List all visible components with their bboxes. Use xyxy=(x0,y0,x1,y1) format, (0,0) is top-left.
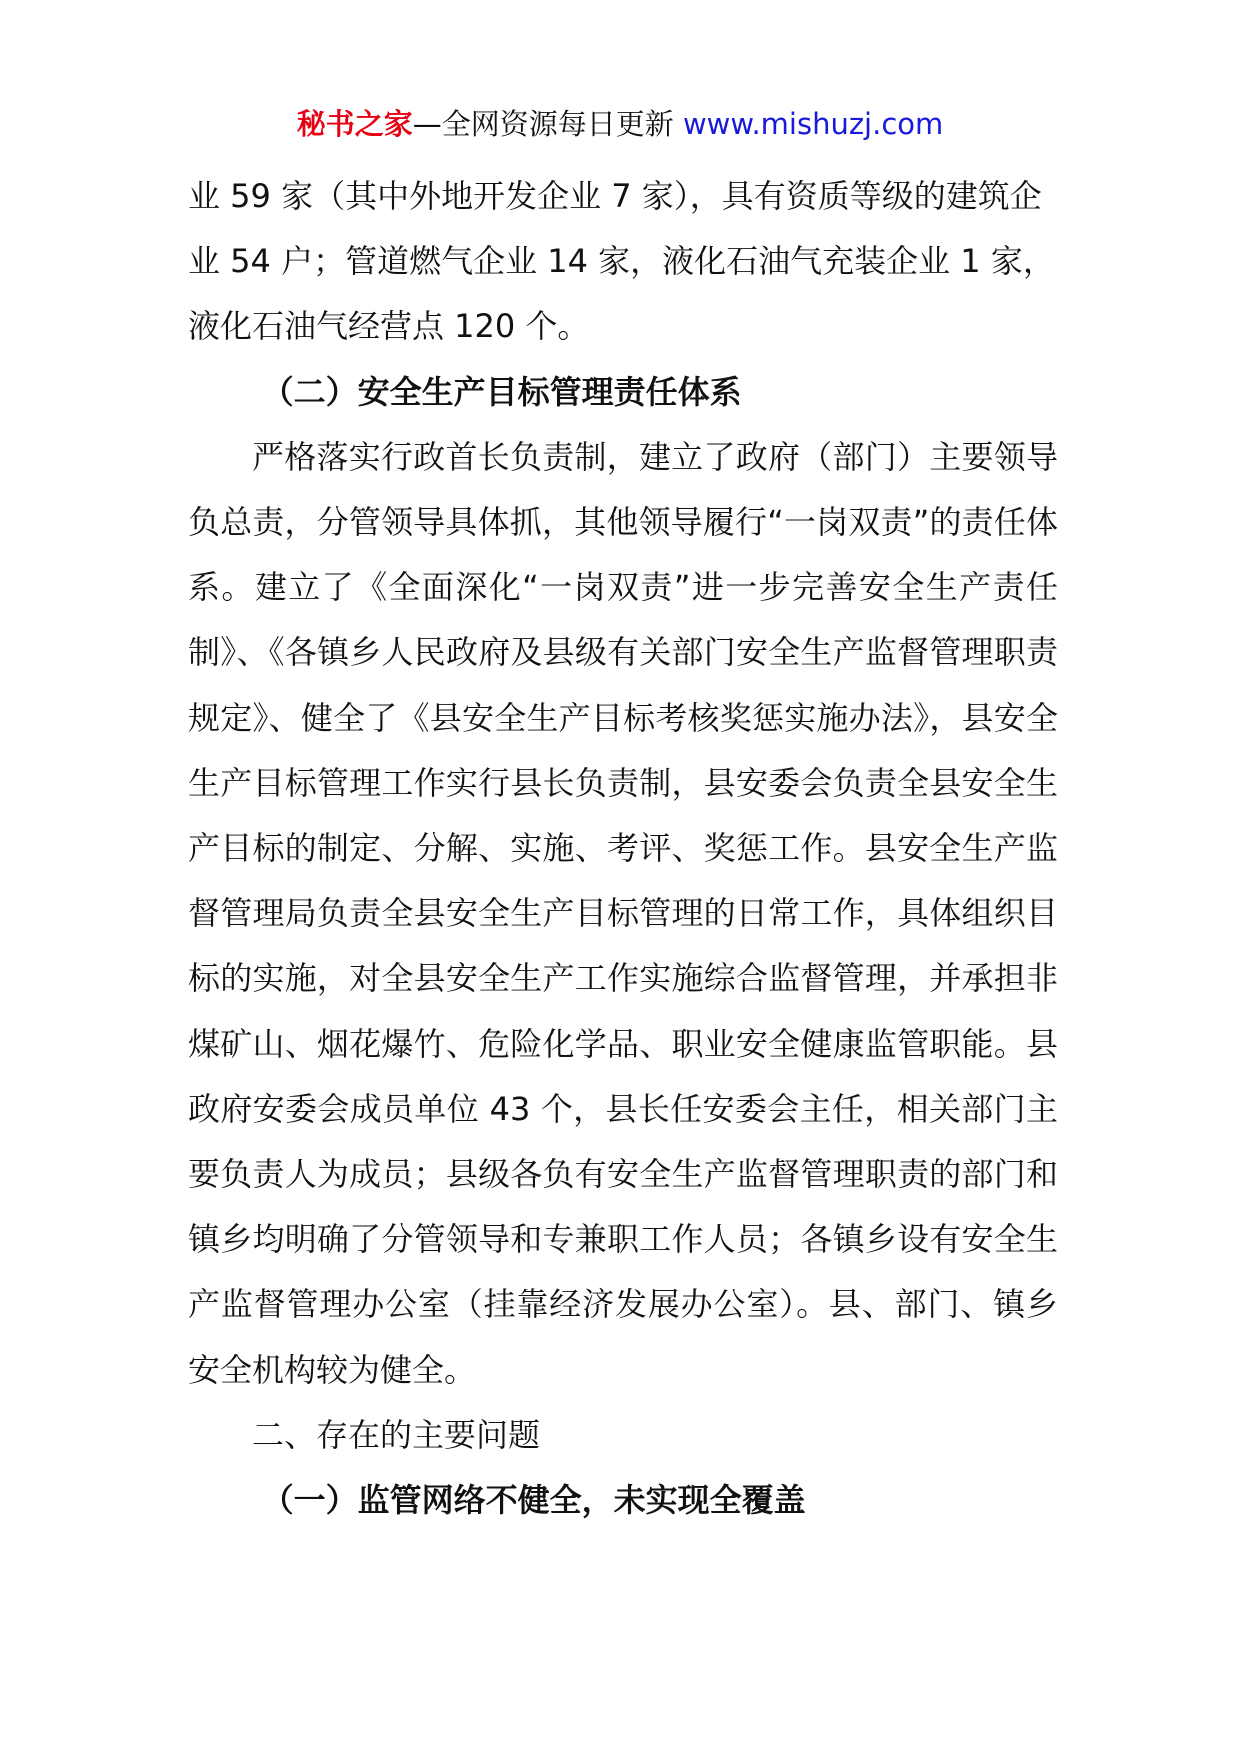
document-body xyxy=(188,164,1058,1533)
site-tagline: —全网资源每日更新 xyxy=(412,107,683,141)
paragraph-continued: 业 59 家（其中外地开发企业 7 家），具有资质等级的建筑企业 54 户；管道燃气企业 14 家，液化石油气充装企业 1 家，液化石油气经营点 120 个。 xyxy=(188,177,1055,346)
section-heading-supervision-network: （一）监管网络不健全，未实现全覆盖 xyxy=(261,1481,806,1520)
site-brand: 秘书之家 xyxy=(296,107,413,141)
section-heading-main-problems: 二、存在的主要问题 xyxy=(252,1415,541,1454)
site-url-link[interactable]: www.mishuzj.com xyxy=(682,107,944,141)
paragraph-responsibility-system: 严格落实行政首长负责制，建立了政府（部门）主要领导负总责，分管领导具体抓，其他领导履行“一岗双责”的责任体系。建立了《全面深化“一岗双责”进一步完善安全生产责任制》、《各镇乡人民政府及县级有关部门安全生产监督管理职责规定》、健全了《县安全生产目标考核奖惩实施办法》，县安全生产目标管理工作实行县长负责制，县安委会负责全县安全生产目标的制定、分解、实施、考评、奖惩工作。县安全生产监督管理局负责全县安全生产目标管理的日常工作，具体组织目标的实施，对全县安全生产工作实施综合监督管理，并承担非煤矿山、烟花爆竹、危险化学品、职业安全健康监管职能。县政府安委会成员单位 43 个，县长任安委会主任，相关部门主要负责人为成员；县级各负有安全生产监督管理职责的部门和镇乡均明确了分管领导和专兼职工作人员；各镇乡设有安全生产监督管理办公室（挂靠经济发展办公室）。县、部门、镇乡安全机构较为健全。 xyxy=(188,437,1058,1389)
section-heading-responsibility-system: （二）安全生产目标管理责任体系 xyxy=(261,372,742,411)
site-header xyxy=(0,100,1240,148)
